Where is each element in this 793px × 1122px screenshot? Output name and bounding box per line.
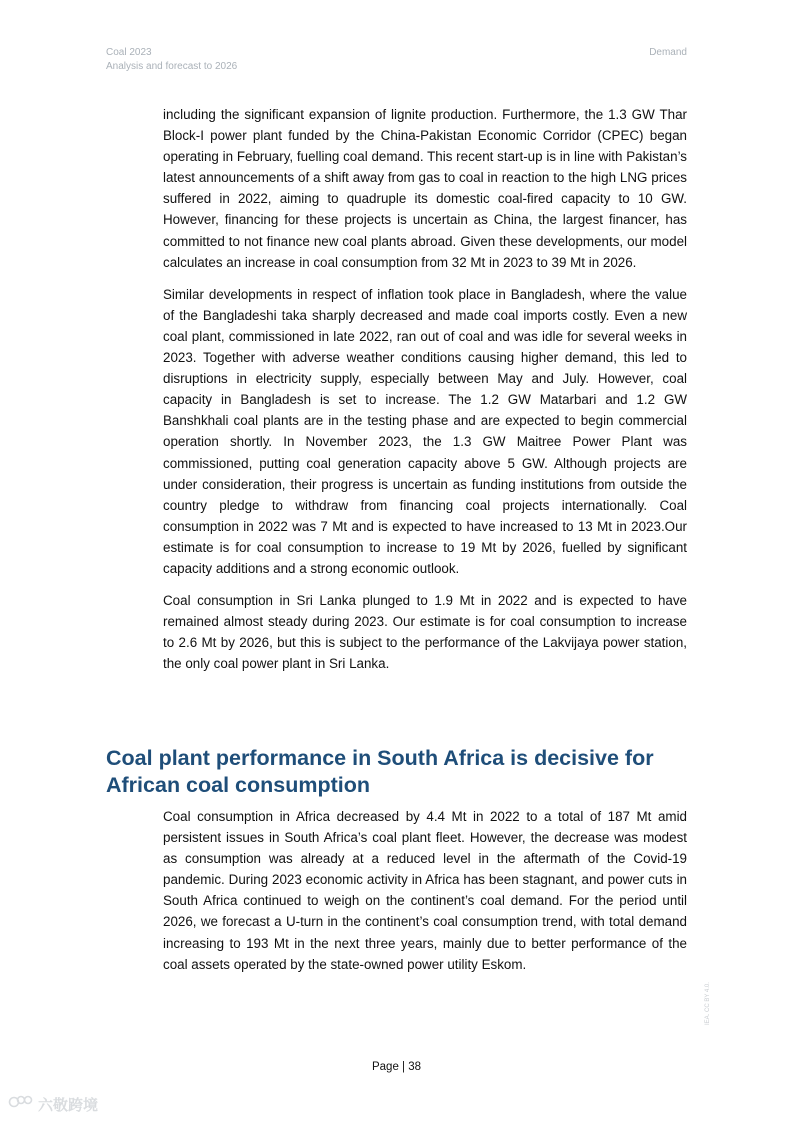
running-header-left xyxy=(106,46,237,74)
section-body xyxy=(163,806,687,986)
report-title: Coal 2023 xyxy=(106,47,152,58)
paragraph-pakistan: including the significant expansion of lignite production. Furthermore, the 1.3 GW Thar Block-I power plant funded by the China-Pakistan Economic Corridor (CPEC) began operating in February, fuelling coal demand. This recent start-up is in line with Pakistan’s latest announcements of a shift away from gas to coal in reaction to the high LNG prices suffered in 2022, aiming to quadruple its domestic coal-fired capacity to 10 GW. However, financing for these projects is uncertain as China, the largest financer, has committed to not finance new coal plants abroad. Given these developments, our model calculates an increase in coal consumption from 32 Mt in 2023 to 39 Mt in 2026. xyxy=(163,107,687,270)
body-text xyxy=(163,104,687,685)
watermark-text: 六敬跨境 xyxy=(38,1097,99,1114)
section-heading: Coal plant performance in South Africa is decisive for African coal consumption xyxy=(106,746,654,797)
license-note: IEA. CC BY 4.0. xyxy=(705,982,711,1025)
running-header-section: Demand xyxy=(649,47,687,58)
watermark xyxy=(8,1093,98,1116)
watermark-logo-icon xyxy=(8,1093,34,1116)
paragraph-sri-lanka: Coal consumption in Sri Lanka plunged to 1.9 Mt in 2022 and is expected to have remained almost steady during 2023. Our estimate is for coal consumption to increase to 2.6 Mt by 2026, but this is subject to the performance of the Lakvijaya power station, the only coal power plant in Sri Lanka. xyxy=(163,593,687,672)
paragraph-bangladesh: Similar developments in respect of inflation took place in Bangladesh, where the value of the Bangladeshi taka sharply decreased and made coal imports costly. Even a new coal plant, commissioned in late 2022, ran out of coal and was idle for several weeks in 2023. Together with adverse weather conditions causing higher demand, this led to disruptions in electricity supply, especially between May and July. However, coal capacity in Bangladesh is set to increase. The 1.2 GW Matarbari and 1.2 GW Banshkhali coal plants are in the testing phase and are expected to begin commercial operation shortly. In November 2023, the 1.3 GW Maitree Power Plant was commissioned, putting coal generation capacity above 5 GW. Although projects are under consideration, their progress is uncertain as funding institutions from outside the country pledge to withdraw from financing coal projects internationally. Coal consumption in 2022 was 7 Mt and is expected to have increased to 13 Mt in 2023.Our estimate is for coal consumption to increase to 19 Mt by 2026, fuelled by significant capacity additions and a strong economic outlook. xyxy=(163,286,687,576)
page-number: Page | 38 xyxy=(371,1061,422,1073)
paragraph-africa: Coal consumption in Africa decreased by 4.4 Mt in 2022 to a total of 187 Mt amid persistent issues in South Africa’s coal plant fleet. However, the decrease was modest as consumption was already at a reduced level in the aftermath of the Covid-19 pandemic. During 2023 economic activity in Africa has been stagnant, and power cuts in South Africa continued to weigh on the continent’s coal demand. For the period until 2026, we forecast a U-turn in the continent’s coal consumption trend, with total demand increasing to 193 Mt in the next three years, mainly due to better performance of the coal assets operated by the state-owned power utility Eskom. xyxy=(163,809,687,972)
report-subtitle: Analysis and forecast to 2026 xyxy=(106,61,238,72)
